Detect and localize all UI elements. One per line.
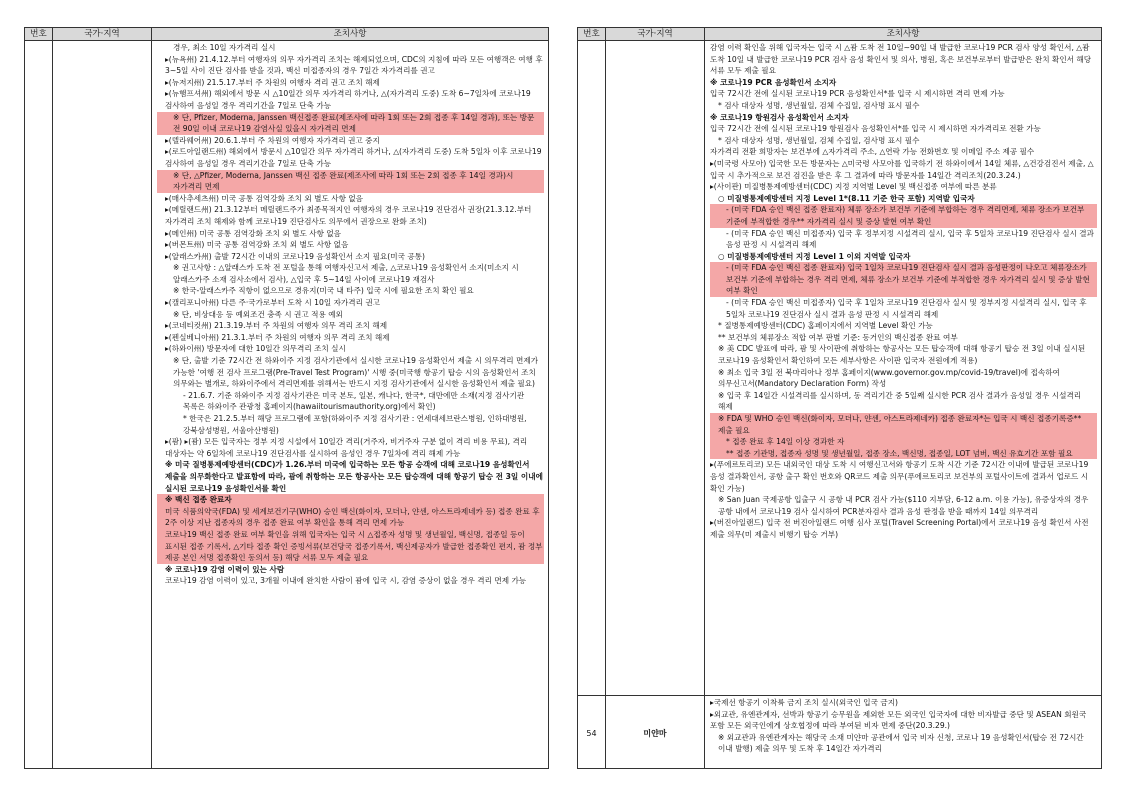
text-line: ▸(캘리포니아州) 다른 주·국가로부터 도착 시 10일 자가격리 권고: [165, 298, 381, 308]
text-line: ※ 백신 접종 완료자: [157, 494, 544, 506]
text-line: ○ 미질병통제예방센터 지정 Level 1*(8.11 기준 한국 포함) 지역발 입국자: [718, 193, 975, 203]
text-line: ※ 외교관과 유엔관계자는 해당국 소재 미얀마 공관에서 입국 비자 신청, 코로나 19 음성확인서(탑승 전 72시간 이내 발행) 제출 의무 및 도착 후 14일간 자가격리: [718, 732, 1084, 754]
text-line: ※ 최소 입국 3일 전 북마리아나 정부 홈페이지(www.governor.gov.mp/covid-19/travel)에 접속하여 의무신고서(Mandatory Declaration Form) 작성: [718, 367, 1060, 389]
text-line: - 21.6.7. 기준 하와이주 지정 검사기관은 미국 본토, 일본, 캐나다, 한국*, 대만에만 소재(지정 검사기관 목록은 하와이주 관광청 홈페이지(hawaiitourismauthority.org)에서 확인): [183, 390, 525, 412]
text-line: ※ 권고사항 : △알래스카 도착 전 포털을 통해 여행자신고서 제출, △코로나19 음성확인서 소지(미소지 시 알래스카주 소재 검사소에서 검사), △입국 후 5~14일 사이에 코로나19 재검사: [173, 263, 519, 284]
text-line: ※ FDA 및 WHO 승인 백신(화이자, 모더나, 얀센, 아스트라제네카) 접종 완료자*는 입국 시 백신 접종기록증** 제출 필요: [710, 413, 1097, 436]
text-line: ※ 코로나19 항원검사 음성확인서 소지자: [710, 112, 849, 122]
table-header: [25, 28, 548, 41]
text-line: 미국 식품의약국(FDA) 및 세계보건기구(WHO) 승인 백신(화이자, 모더나, 얀센, 아스트라제네카 등) 접종 완료 후 2주 이상 지난 접종자의 경우 접종 완료 여부 확인을 통해 격리 면제 가능: [157, 506, 544, 529]
text-line: ※ 단, △Pfizer, Moderna, Janssen 백신 접종 완료(제조사에 따라 1회 또는 2회 접종 후 14일 경과)시 자가격리 면제: [157, 170, 544, 193]
header-measures: 조치사항: [886, 29, 920, 39]
text-line: ▸(메인州) 미국 공통 검역강화 조치 외 별도 사항 없음: [165, 228, 342, 238]
text-line: ▸(로드아일랜드州) 해외에서 방문시 △10일간 의무 자가격리 하거나, △(자가격리 도중) 도착 5일차 이후 코로나19 검사하여 음성일 경우 격리기간을 7일로 단축 가능: [165, 147, 542, 168]
text-line: * 검사 대상자 성명, 생년월일, 검체 수집일, 검사명 표시 필수: [718, 135, 920, 145]
header-country: 국가·지역: [53, 28, 152, 40]
row-number-cell: [25, 41, 53, 769]
text-line: ▸(뉴햄프셔州) 해외에서 방문 시 △10일간 의무 자가격리 하거나, △(자가격리 도중) 도착 6~7일차에 코로나19 검사하여 음성일 경우 격리기간을 7일로 단축 가능: [165, 89, 531, 110]
text-line: 자가격리 전환 희망자는 보건부에 △자가격리 주소, △연락 가능 전화번호 및 이메일 주소 제공 필수: [710, 147, 1035, 157]
text-line: ▸(알래스카州) 출발 72시간 이내의 코로나19 음성확인서 소지 필요(미국 공통): [165, 251, 425, 261]
text-line: ※ 코로나19 PCR 음성확인서 소지자: [710, 77, 837, 87]
text-line: ▸(코네티컷州) 21.3.19.부터 주 차원의 여행자 의무 격리 조치 해제: [165, 321, 388, 331]
row-number: 54: [578, 696, 606, 769]
text-line: ▸(매사추세츠州) 미국 공통 검역강화 조치 외 별도 사항 없음: [165, 193, 364, 203]
row-number-cell: [578, 41, 606, 695]
text-line: 경우, 최소 10일 자가격리 실시: [173, 43, 276, 52]
text-line: ○ 미질병통제예방센터 지정 Level 1 이외 지역발 입국자: [718, 251, 911, 261]
country-name: 미얀마: [606, 696, 705, 769]
text-line: 코로나19 백신 접종 완료 여부 확인을 위해 입국자는 입국 시 △접종자 성명 및 생년월일, 백신명, 접종일 등이 표시된 접종 기록서, △기타 접종 확인 증빙서류(보건당국 접종기록서, 백신제공자가 발급한 접종확인 편지, 괌 정부 제공 본인 서명 접종확인 동의서 등) 해당 서류 모두 제출 필요: [157, 529, 544, 564]
right-page-table: [577, 27, 1102, 769]
text-line: * 검사 대상자 성명, 생년월일, 검체 수집일, 검사명 표시 필수: [718, 100, 920, 110]
text-line: - (미국 FDA 승인 백신 접종 완료자) 체류 장소가 보건부 기준에 부합하는 경우 격리면제, 체류 장소가 보건부 기준에 부적합한 경우** 자가격리 실시 및 증상 발현 여부 확인: [710, 204, 1097, 227]
text-line: ▸(사이판) 미질병통제예방센터(CDC) 지정 지역별 Level 및 백신접종 여부에 따른 분류: [710, 182, 997, 192]
measures-cell: [705, 696, 1101, 769]
text-line: ※ 美 CDC 발표에 따라, 괌 및 사이판에 취항하는 항공사는 모든 탑승객에 대해 항공기 탑승 전 3일 이내 실시된 코로나19 음성확인서 확인하여 모든 세부사항은 사이판 입국자 전원에게 적용): [718, 344, 1086, 366]
text-line: 입국 72시간 전에 실시된 코로나19 PCR 음성확인서*를 입국 시 제시하면 격리 면제 가능: [710, 89, 1005, 99]
text-line: 입국 72시간 전에 실시된 코로나19 항원검사 음성확인서*를 입국 시 제시하면 자가격리로 전환 가능: [710, 124, 1041, 134]
text-line: ▸(델라웨어州) 20.6.1.부터 주 차원의 여행자 자가격리 권고 중지: [165, 135, 380, 145]
text-line: ▸(괌) ▸(괌) 모든 입국자는 정부 지정 시설에서 10일간 격리(거주자, 비거주자 구분 없이 격리 비용 무료), 격리 대상자는 약 6일차에 코로나19 진단검사를 실시하여 음성인 경우 7일차에 격리 해제 가능: [165, 437, 528, 458]
text-line: ▸국제선 항공기 이착륙 금지 조치 실시(외국인 입국 금지): [710, 698, 899, 707]
text-line: ※ 입국 후 14일간 시설격리를 실시하며, 동 격리기간 중 5일째 실시한 PCR 검사 결과가 음성일 경우 시설격리 해제: [718, 390, 1082, 412]
text-line: - (미국 FDA 승인 백신 미접종자) 입국 후 정부지정 시설격리 실시, 입국 후 5일차 코로나19 진단검사 실시 결과 음성 판정 시 시설격리 해제: [726, 228, 1094, 250]
text-line: ▸(뉴욕州) 21.4.12.부터 여행자의 의무 자가격리 조치는 해제되었으며, CDC의 지침에 따라 모든 여행객은 여행 후 3~5일 사이 진단 검사를 받을 것과, 백신 미접종자의 경우 7일간 자가격리를 권고: [165, 54, 543, 76]
table-header: [578, 28, 1101, 41]
text-line: ▸(펜실베니아州) 21.3.1.부터 주 차원의 여행자 의무 격리 조치 해제: [165, 332, 390, 342]
text-line: 코로나19 감염 이력이 있고, 3개월 이내에 완치한 사람이 괌에 입국 시, 감염 증상이 없을 경우 격리 면제 가능: [165, 576, 527, 586]
text-line: ※ 단, 출발 기준 72시간 전 하와이주 지정 검사기관에서 실시한 코로나19 음성확인서 제출 시 의무격리 면제가 가능한 '여행 전 검사 프로그램(Pre-Travel Test Program)' 시행 중(미국행 항공기 탑승 시의 음성확인서 조치 의무와는 별개로, 하와이주에서 격리면제를 위해서는 반드시 지정 검사기관에서 실시한 음성확인서 제출 필요): [173, 356, 539, 389]
text-line: * 질병통제예방센터(CDC) 홈페이지에서 지역별 Level 확인 가능: [718, 321, 933, 331]
text-line: ※ 코로나19 감염 이력이 있는 사람: [165, 564, 285, 574]
text-line: ▸외교관, 유엔관계자, 선박과 항공기 승무원을 제외한 모든 외국인 입국자에 대한 비자발급 중단 및 ASEAN 회원국 포함 모든 외국인에게 상호협정에 따라 부여된 비자 면제 중단(20.3.29.): [710, 709, 1087, 731]
text-line: ▸(푸에르토리코) 모든 내외국인 대상 도착 시 여행신고서와 항공기 도착 시간 기준 72시간 이내에 발급된 코로나19 음성 결과확인서, 공항 출구 확인 번호와 QR코드 제출 의무(푸에르토리코 보건부의 포털사이트에 결과서 업로드 시 확인 가능): [710, 460, 1089, 493]
text-line: ** 접종 기관명, 접종자 성명 및 생년월일, 접종 장소, 백신명, 접종일, LOT 넘버, 백신 유효기간 포함 필요: [710, 448, 1097, 460]
row-country-cell: [53, 41, 152, 769]
table-row: [578, 41, 1101, 696]
table-row: [25, 41, 548, 769]
text-line: ※ San Juan 국제공항 입출구 시 공항 내 PCR 검사 가능($110 지부담, 6-12 a.m. 이용 가능), 유증상자의 경우 공항 내에서 코로나19 검사 실시하여 PCR분자검사 결과 음성 판정을 받을 때까지 14일 의무격리: [718, 495, 1089, 516]
text-line: ▸(버진아일랜드) 입국 전 버진아일랜드 여행 심사 포털(Travel Screening Portal)에서 코로나19 음성 확인서 사전 제출 의무(미 제출시 비행기 탑승 거부): [710, 518, 1089, 539]
text-line: ▸(메릴랜드州) 21.3.12부터 메릴랜드주가 최종목적지인 여행자의 경우 코로나19 진단검사 권장(21.3.12.부터 자가격리 조치 해제와 함께 코로나19 진단검사도 의무에서 권장으로 완화 조치): [165, 205, 532, 226]
row-country-cell: [606, 41, 705, 695]
header-measures: 조치사항: [333, 29, 367, 39]
table-row-myanmar: [578, 696, 1101, 769]
text-line: * 한국은 21.2.5.부터 해당 프로그램에 포함(하와이주 지정 검사기관 : 연세대세브란스병원, 인하대병원, 강북삼성병원, 서울아산병원): [183, 414, 527, 435]
measures-cell: [152, 41, 548, 769]
text-line: ※ 단, 비상대응 등 예외조건 충족 시 권고 적용 예외: [173, 309, 343, 319]
text-line: 감염 이력 확인을 위해 입국자는 입국 시 △괌 도착 전 10일~90일 내 발급한 코로나19 PCR 검사 양성 확인서, △괌 도착 10일 내 발급한 코로나19 PCR 검사 음성 확인서 및 의사, 병원, 혹은 보건부로부터 발급받은 완치 확인서 해당 서류 모두 제출 필요: [710, 43, 1092, 76]
text-line: * 접종 완료 후 14일 이상 경과한 자: [710, 436, 1097, 448]
text-line: ▸(뉴저지州) 21.5.17.부터 주 차원의 여행자 격리 권고 조치 해제: [165, 77, 380, 87]
text-line: ※ 한국-알래스카주 직항이 없으므로 경유지(미국 내 타주) 입국 시에 필요한 조치 확인 필요: [173, 286, 474, 296]
text-line: ▸(버몬트州) 미국 공통 검역강화 조치 외 별도 사항 없음: [165, 240, 349, 250]
text-line: - (미국 FDA 승인 백신 접종 완료자) 입국 1일차 코로나19 진단검사 실시 결과 음성판정이 나오고 체류장소가 보건부 기준에 부합하는 경우 격리 면제, 체류 장소가 보건부 기준에 부적합한 경우 자가격리 실시 및 증상 발현 여부 확인: [710, 262, 1097, 297]
text-line: ▸(하와이州) 방문자에 대한 10일간 의무격리 조치 실시: [165, 344, 346, 354]
text-line: - (미국 FDA 승인 백신 미접종자) 입국 후 1일차 코로나19 진단검사 실시 및 정부지정 시설격리 실시, 입국 후 5일차 코로나19 진단검사 실시 결과 음성 판정 시 시설격리 해제: [726, 298, 1087, 319]
left-page-table: [24, 27, 549, 769]
text-line: ** 보건부의 체류장소 적합 여부 판별 기준: 동거인의 백신접종 완료 여부: [718, 332, 958, 342]
header-no: 번호: [578, 28, 606, 40]
text-line: ▸(미국령 사모아) 입국한 모든 방문자는 △미국령 사모아를 입국하기 전 하와이에서 14일 체류, △건강검진서 제출, △입국 시 추가적으로 보건 검진을 받은 후 그 결과에 따라 방문자를 14일간 격리조치(20.3.24.): [710, 158, 1094, 180]
text-line: ※ 단, Pfizer, Moderna, Janssen 백신접종 완료(제조사에 따라 1회 또는 2회 접종 후 14일 경과), 또는 방문 전 90일 이내 코로나19 감염사실 있을시 자가격리 면제: [157, 112, 544, 135]
header-country: 국가·지역: [606, 28, 705, 40]
measures-cell: [705, 41, 1101, 695]
header-no: 번호: [25, 28, 53, 40]
text-line: ※ 미국 질병통제예방센터(CDC)가 1.26.부터 미국에 입국하는 모든 항공 승객에 대해 코로나19 음성확인서 제출을 의무화한다고 발표함에 따라, 괌에 취항하는 모든 항공사는 모든 탑승객에 대해 항공기 탑승 전 3일 이내에 실시된 코로나19 음성확인서를 확인: [165, 460, 543, 493]
